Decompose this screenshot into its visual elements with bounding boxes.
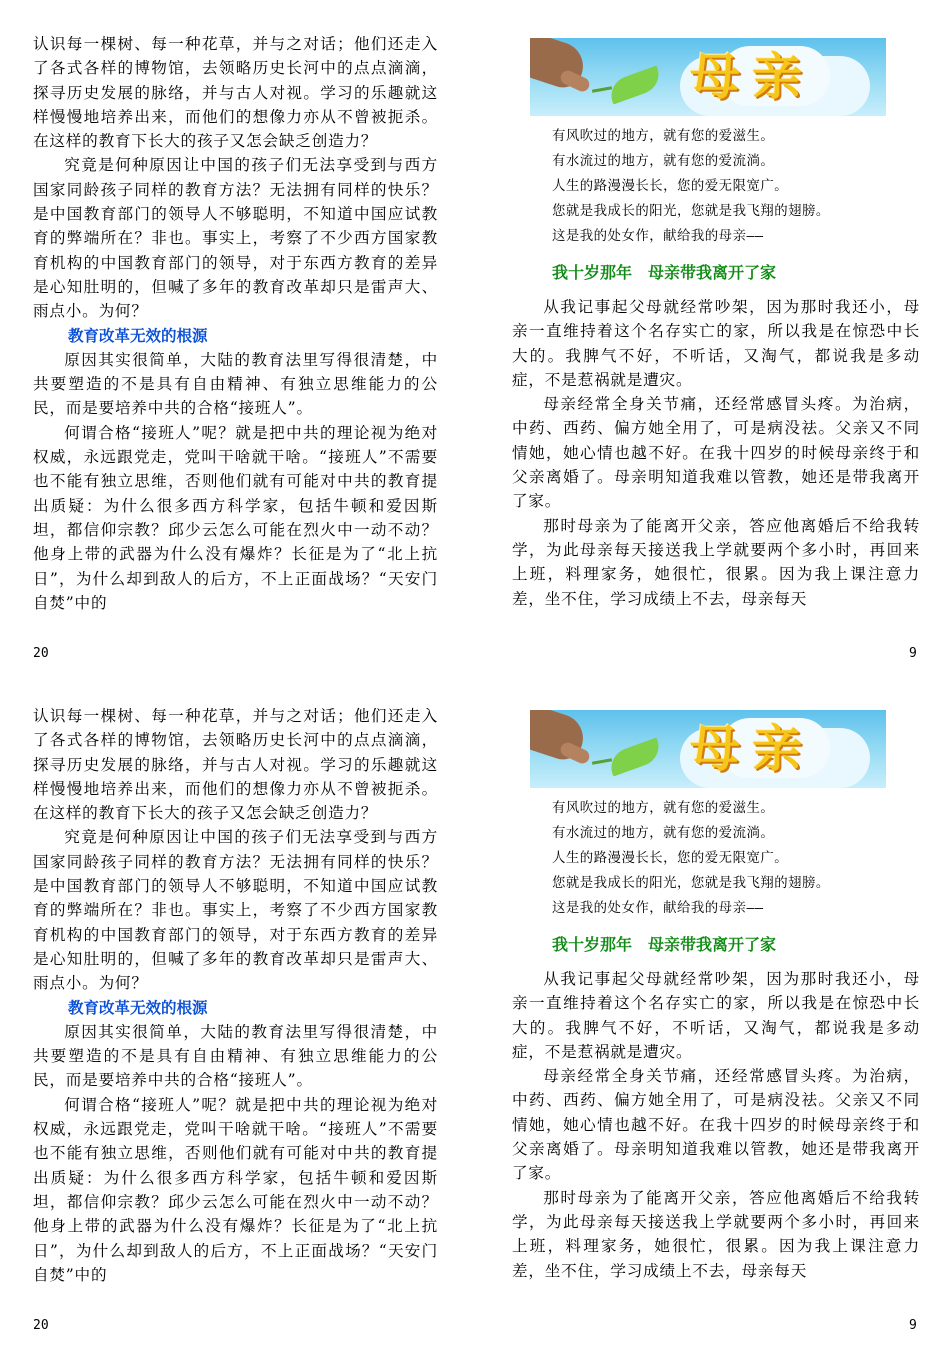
paragraph: 那时母亲为了能离开父亲，答应他离婚后不给我转学，为此母亲每天接送我上学就要两个多小时，再回来上班，料理家务，她很忙，很累。因为我上课注意力差，坐不住，学习成绩上不去，母亲每天 xyxy=(512,516,920,608)
right-column-bottom xyxy=(512,710,920,1283)
paragraph: 究竟是何种原因让中国的孩子们无法享受到与西方国家同龄孩子同样的教育方法？无法拥有同样的快乐？是中国教育部门的领导人不够聪明，不知道中国应试教育的弊端所在？非也。事实上，考察了不少西方国家教育机构的中国教育部门的领导，对于东西方教育的差异是心知肚明的，但喊了多年的教育改革却只是雷声大、雨点小。为何？ xyxy=(33,156,438,321)
poem-line: 有水流过的地方，就有您的爱流淌。 xyxy=(552,154,775,169)
paragraph: 认识每一棵树、每一种花草，并与之对话；他们还走入了各式各样的博物馆，去领略历史长河中的点点滴滴，探寻历史发展的脉络，并与古人对视。学习的乐趣就这样慢慢地培养出来，而他们的想像力亦从不曾被扼杀。在这样的教育下长大的孩子又怎会缺乏创造力？ xyxy=(33,707,438,823)
leaf-icon xyxy=(606,65,664,104)
poem xyxy=(552,124,920,249)
poem-line: 有风吹过的地方，就有您的爱滋生。 xyxy=(552,129,775,144)
poem-line: 这是我的处女作，献给我的母亲—— xyxy=(552,229,764,244)
paragraph: 母亲经常全身关节痛，还经常感冒头疼。为治病，中药、西药、偏方她全用了，可是病没祛。父亲又不同情她，她心情也越不好。在我十四岁的时候母亲终于和父亲离婚了。母亲明知道我难以管教，她还是带我离开了家。 xyxy=(512,395,920,511)
paragraph: 认识每一棵树、每一种花草，并与之对话；他们还走入了各式各样的博物馆，去领略历史长河中的点点滴滴，探寻历史发展的脉络，并与古人对视。学习的乐趣就这样慢慢地培养出来，而他们的想像力亦从不曾被扼杀。在这样的教育下长大的孩子又怎会缺乏创造力？ xyxy=(33,35,438,151)
page-number: 20 xyxy=(33,1318,49,1333)
page-number: 20 xyxy=(33,646,49,661)
poem-line: 有风吹过的地方，就有您的爱滋生。 xyxy=(552,801,775,816)
section-heading: 教育改革无效的根源 xyxy=(68,998,208,1017)
article-heading: 我十岁那年 母亲带我离开了家 xyxy=(552,935,777,954)
paragraph: 母亲经常全身关节痛，还经常感冒头疼。为治病，中药、西药、偏方她全用了，可是病没祛。父亲又不同情她，她心情也越不好。在我十四岁的时候母亲终于和父亲离婚了。母亲明知道我难以管教，她还是带我离开了家。 xyxy=(512,1067,920,1183)
poem-line: 人生的路漫漫长长，您的爱无限宽广。 xyxy=(552,851,789,866)
paragraph: 原因其实很简单，大陆的教育法里写得很清楚，中共要塑造的不是具有自由精神、有独立思维能力的公民，而是要培养中共的合格“接班人”。 xyxy=(33,350,438,418)
paragraph: 原因其实很简单，大陆的教育法里写得很清楚，中共要塑造的不是具有自由精神、有独立思维能力的公民，而是要培养中共的合格“接班人”。 xyxy=(33,1022,438,1090)
page-number: 9 xyxy=(909,646,917,661)
paragraph: 那时母亲为了能离开父亲，答应他离婚后不给我转学，为此母亲每天接送我上学就要两个多小时，再回来上班，料理家务，她很忙，很累。因为我上课注意力差，坐不住，学习成绩上不去，母亲每天 xyxy=(512,1188,920,1280)
poem-line: 您就是我成长的阳光，您就是我飞翔的翅膀。 xyxy=(552,204,830,219)
paragraph: 究竟是何种原因让中国的孩子们无法享受到与西方国家同龄孩子同样的教育方法？无法拥有同样的快乐？是中国教育部门的领导人不够聪明，不知道中国应试教育的弊端所在？非也。事实上，考察了不少西方国家教育机构的中国教育部门的领导，对于东西方教育的差异是心知肚明的，但喊了多年的教育改革却只是雷声大、雨点小。为何？ xyxy=(33,828,438,993)
stem-image xyxy=(592,758,612,764)
leaf-icon xyxy=(606,737,664,776)
page-number: 9 xyxy=(909,1318,917,1333)
poem-line: 人生的路漫漫长长，您的爱无限宽广。 xyxy=(552,179,789,194)
mother-banner-image xyxy=(530,710,886,788)
banner-title: 母亲 xyxy=(690,720,814,778)
poem-line: 您就是我成长的阳光，您就是我飞翔的翅膀。 xyxy=(552,876,830,891)
paragraph: 从我记事起父母就经常吵架，因为那时我还小，母亲一直维持着这个名存实亡的家，所以我是在惊恐中长大的。我脾气不好，不听话，又淘气，都说我是多动症，不是惹祸就是遭灾。 xyxy=(512,298,920,389)
poem-line: 有水流过的地方，就有您的爱流淌。 xyxy=(552,826,775,841)
left-column-bottom xyxy=(33,704,438,1287)
paragraph: 何谓合格“接班人”呢？就是把中共的理论视为绝对权威，永远跟党走，党叫干啥就干啥。“接班人”不需要也不能有独立思维，否则他们就有可能对中共的教育提出质疑：为什么很多西方科学家，包括牛顿和爱因斯坦，都信仰宗教？邱少云怎么可能在烈火中一动不动？他身上带的武器为什么没有爆炸？长征是为了“北上抗日”，为什么却到敌人的后方，不上正面战场？“天安门自焚”中的 xyxy=(33,423,438,612)
left-column-top xyxy=(33,32,438,615)
mother-banner-image xyxy=(530,38,886,116)
paragraph: 从我记事起父母就经常吵架，因为那时我还小，母亲一直维持着这个名存实亡的家，所以我是在惊恐中长大的。我脾气不好，不听话，又淘气，都说我是多动症，不是惹祸就是遭灾。 xyxy=(512,970,920,1061)
poem-line: 这是我的处女作，献给我的母亲—— xyxy=(552,901,764,916)
poem xyxy=(552,796,920,921)
banner-title: 母亲 xyxy=(690,48,814,106)
section-heading: 教育改革无效的根源 xyxy=(68,326,208,345)
stem-image xyxy=(592,86,612,92)
article-heading: 我十岁那年 母亲带我离开了家 xyxy=(552,263,777,282)
right-column-top xyxy=(512,38,920,611)
paragraph: 何谓合格“接班人”呢？就是把中共的理论视为绝对权威，永远跟党走，党叫干啥就干啥。“接班人”不需要也不能有独立思维，否则他们就有可能对中共的教育提出质疑：为什么很多西方科学家，包括牛顿和爱因斯坦，都信仰宗教？邱少云怎么可能在烈火中一动不动？他身上带的武器为什么没有爆炸？长征是为了“北上抗日”，为什么却到敌人的后方，不上正面战场？“天安门自焚”中的 xyxy=(33,1095,438,1284)
